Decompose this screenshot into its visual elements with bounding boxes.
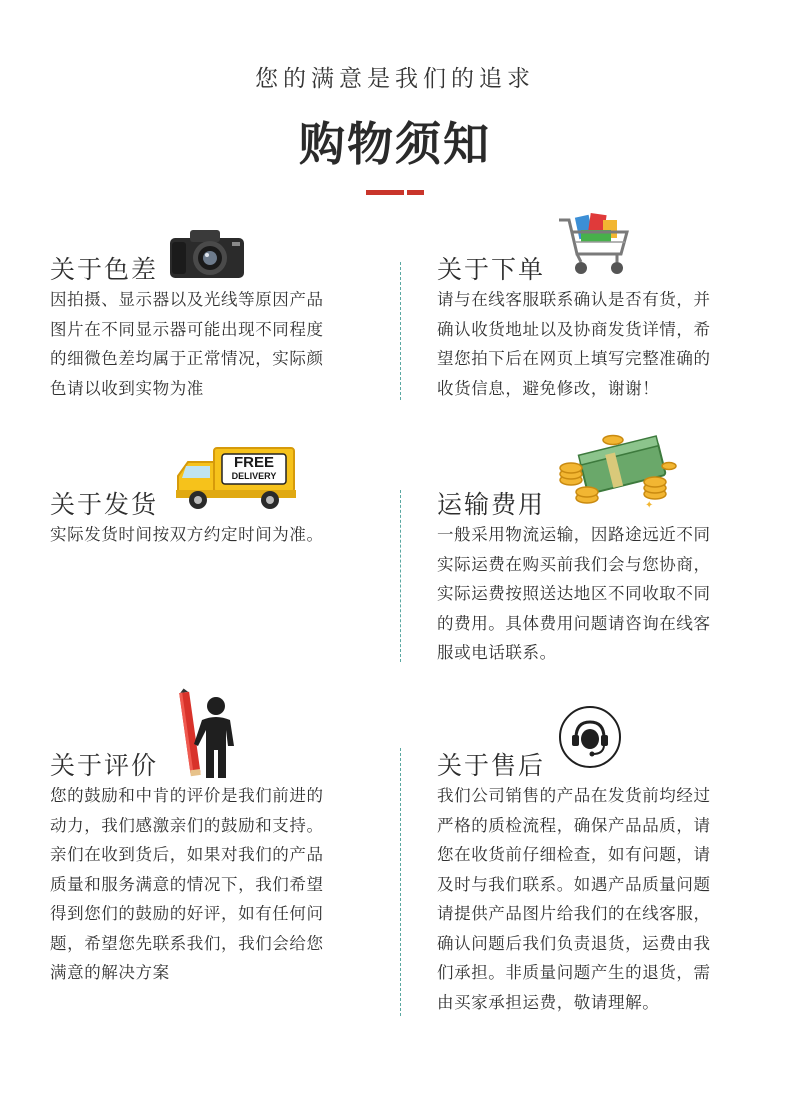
section-title: 关于评价	[50, 751, 159, 780]
body-line: 望您拍下后在网页上填写完整准确的	[437, 349, 711, 368]
section-title: 关于色差	[50, 255, 159, 284]
body-line: 亲们在收到货后，如果对我们的产品	[50, 845, 324, 864]
camera-icon	[168, 226, 248, 284]
body-line: 得到您们的鼓励的好评，如有任何问	[50, 904, 324, 923]
section-body	[50, 285, 324, 403]
section-body	[437, 520, 711, 668]
body-line: 色请以收到实物为准	[50, 378, 204, 398]
truck-label-free: FREE	[233, 454, 274, 471]
body-line: 请与在线客服联系确认是否有货，并	[437, 290, 711, 309]
section-body	[50, 520, 324, 550]
svg-text:✦: ✦	[645, 500, 654, 511]
headset-support-icon	[557, 704, 623, 774]
body-line: 及时与我们联系。如遇产品质量问题	[437, 874, 711, 894]
section-title: 运输费用	[437, 490, 546, 519]
body-line: 动力，我们感激亲们的鼓励和支持。	[50, 815, 324, 835]
title-underline	[366, 190, 424, 195]
body-line: 严格的质检流程，确保产品品质，请	[437, 815, 711, 835]
section-title: 关于下单	[437, 255, 546, 284]
shopping-cart-icon	[555, 212, 635, 288]
body-line: 由买家承担运费，敬请理解。	[437, 992, 660, 1012]
money-coins-icon	[557, 434, 677, 518]
body-line: 确认收货地址以及协商发货详情，希	[437, 319, 711, 339]
body-line: 质量和服务满意的情况下，我们希望	[50, 874, 324, 894]
body-line: 您的鼓励和中肯的评价是我们前进的	[50, 786, 324, 805]
section-title: 关于发货	[50, 490, 159, 519]
section-body	[50, 781, 324, 988]
delivery-truck-icon	[174, 446, 298, 512]
body-line: 图片在不同显示器可能出现不同程度	[50, 319, 324, 339]
column-divider	[400, 748, 401, 1016]
body-line: 我们公司销售的产品在发货前均经过	[437, 786, 711, 805]
body-line: 满意的解决方案	[50, 963, 170, 982]
body-line: 一般采用物流运输，因路途远近不同	[437, 525, 711, 544]
column-divider	[400, 490, 401, 662]
body-line: 收货信息，避免修改，谢谢！	[437, 378, 660, 398]
body-line: 题，希望您先联系我们，我们会给您	[50, 933, 324, 953]
body-line: 请提供产品图片给我们的在线客服，	[437, 904, 711, 923]
section-body	[437, 285, 711, 403]
truck-label-delivery: DELIVERY	[231, 471, 277, 481]
body-line: 实际运费按照送达地区不同收取不同	[437, 584, 711, 603]
body-line: 实际发货时间按双方约定时间为准。	[50, 525, 324, 544]
section-title: 关于售后	[437, 751, 546, 780]
body-line: 服或电话联系。	[437, 643, 557, 662]
person-pencil-icon	[178, 688, 244, 784]
page-title: 购物须知	[299, 117, 491, 171]
body-line: 的费用。具体费用问题请咨询在线客	[437, 613, 711, 633]
page-subtitle: 您的满意是我们的追求	[255, 66, 535, 92]
body-line: 确认问题后我们负责退货，运费由我	[437, 933, 711, 953]
body-line: 因拍摄、显示器以及光线等原因产品	[50, 290, 324, 309]
body-line: 们承担。非质量问题产生的退货，需	[437, 963, 711, 982]
column-divider	[400, 262, 401, 400]
body-line: 实际运费在购买前我们会与您协商，	[437, 554, 711, 574]
body-line: 您在收货前仔细检查，如有问题，请	[437, 845, 711, 864]
body-line: 的细微色差均属于正常情况，实际颜	[50, 349, 324, 368]
section-body	[437, 781, 711, 1017]
